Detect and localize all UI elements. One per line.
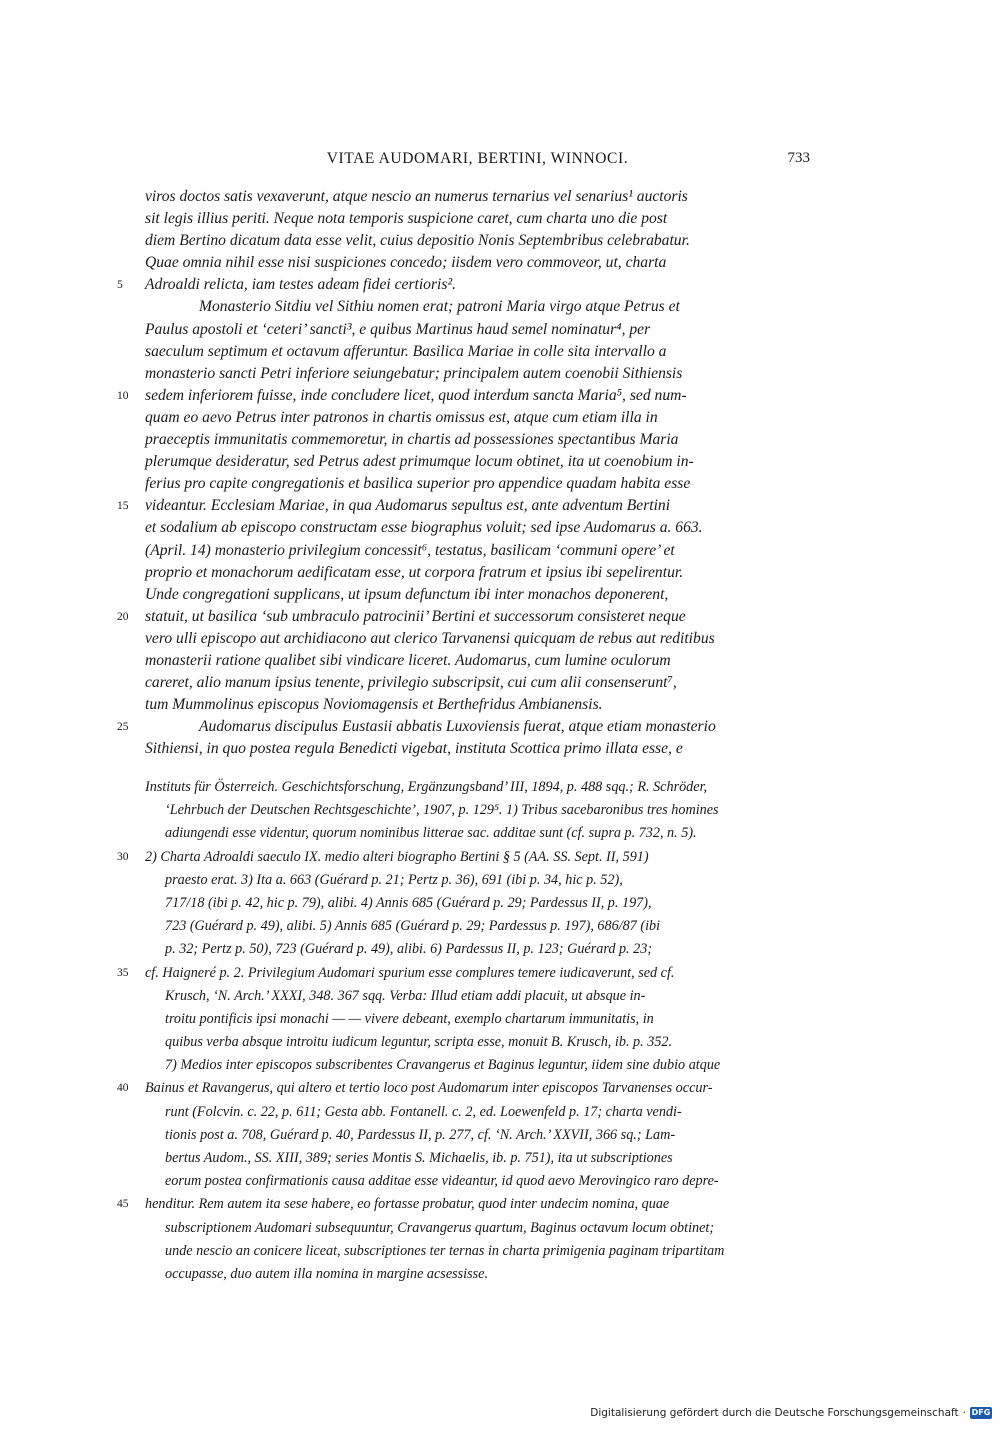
footnote-line (145, 892, 810, 915)
text-line-text: praeceptis immunitatis commemoretur, in chartis ad possessiones spectantibus Maria (145, 431, 679, 449)
footnote-line (145, 1101, 810, 1124)
footnote-line-text: praesto erat. 3) Ita a. 663 (Guérard p. 21; Pertz p. 36), 691 (ibi p. 34, hic p. 52), (165, 871, 623, 888)
footnote-line (145, 915, 810, 938)
footnote-line-text: quibus verba absque introitu iudicum leguntur, scripta esse, monuit B. Krusch, ib. p. 352. (165, 1034, 673, 1051)
text-line (145, 694, 810, 716)
text-line-text: quam eo aevo Petrus inter patronos in chartis omissus est, atque cum etiam illa in (145, 408, 658, 426)
footnote-line-text: 723 (Guérard p. 49), alibi. 5) Annis 685 (Guérard p. 29; Pardessus p. 197), 686/87 (ibi (165, 918, 661, 935)
text-line-text: Audomarus discipulus Eustasii abbatis Luxoviensis fuerat, atque etiam monasterio (199, 718, 716, 736)
footnote-line-text: eorum postea confirmationis causa additae esse videantur, id quod aevo Merovingico raro depre- (165, 1173, 719, 1190)
footnote-line-text: 717/18 (ibi p. 42, hic p. 79), alibi. 4) Annis 685 (Guérard p. 29; Pardessus II, p. 197), (165, 894, 652, 911)
footnote-line-text: troitu pontificis ipsi monachi — — vivere debeant, exemplo chartarum immunitatis, in (165, 1010, 654, 1027)
footnote-line-text: henditur. Rem autem ita sese habere, eo fortasse probatur, quod inter undecim nomina, quae (145, 1196, 670, 1213)
text-line-text: Unde congregationi supplicans, ut ipsum defunctum ibi inter monachos deponerent, (145, 585, 669, 603)
main-text (117, 186, 810, 760)
line-number: 30 (117, 850, 129, 863)
text-line-text: statuit, ut basilica ‘sub umbraculo patrocinii’ Bertini et successorum consisteret neque (145, 607, 686, 625)
footnote-line (117, 1193, 810, 1216)
text-line (145, 186, 810, 208)
dfg-logo-icon: DFG (971, 1408, 991, 1417)
text-line (145, 407, 810, 429)
footnote-line (145, 1263, 810, 1286)
footnote-line-text: ‘Lehrbuch der Deutschen Rechtsgeschichte’, 1907, p. 129⁵. 1) Tribus sacebaronibus tres homines (165, 802, 719, 819)
text-line (145, 296, 810, 318)
text-line-text: et sodalium ab episcopo constructam esse biographus voluit; sed ipse Audomarus a. 663. (145, 519, 703, 537)
text-line-text: vero ulli episcopo aut archidiacono aut clerico Tarvanensi quicquam de rebus aut reditibus (145, 629, 715, 647)
footnote-line-text: Krusch, ‘N. Arch.’ XXXI, 348. 367 sqq. Verba: Illud etiam addi placuit, ut absque in- (165, 987, 646, 1004)
text-line (145, 517, 810, 539)
footnote-line-text: occupasse, duo autem illa nomina in margine acsessisse. (165, 1265, 488, 1282)
footnote-line-text: 7) Medios inter episcopos subscribentes Cravangerus et Baginus leguntur, iidem sine dubio atque (165, 1057, 721, 1074)
text-line-text: diem Bertino dicatum data esse velit, cuius depositio Nonis Septembribus celebrabatur. (145, 232, 690, 250)
text-line (145, 341, 810, 363)
text-line-text: Sithiensi, in quo postea regula Benedicti vigebat, instituta Scottica primo illata esse, e (145, 740, 683, 758)
line-number: 35 (117, 966, 129, 979)
line-number: 10 (117, 389, 129, 402)
header-title: VITAE AUDOMARI, BERTINI, WINNOCI. (326, 150, 629, 167)
footnote-line-text: subscriptionem Audomari subsequuntur, Cravangerus quartum, Baginus octavum locum obtinet; (165, 1219, 715, 1236)
text-line (145, 628, 810, 650)
text-line (145, 208, 810, 230)
footnote-line (145, 1240, 810, 1263)
line-number: 20 (117, 610, 129, 623)
footnote-line (117, 1077, 810, 1100)
footnote-line (145, 822, 810, 845)
footnote-line (145, 1031, 810, 1054)
footnote-line (145, 1170, 810, 1193)
footer-separator: · (962, 1407, 966, 1419)
footnote-line (145, 776, 810, 799)
text-line-text: plerumque desideratur, sed Petrus adest primumque locum obtinet, ita ut coenobium in- (145, 453, 694, 471)
text-line-text: Quae omnia nihil esse nisi suspiciones concedo; iisdem vero commoveor, ut, charta (145, 254, 667, 272)
footnote-line-text: runt (Folcvin. c. 22, p. 611; Gesta abb. Fontanell. c. 2, ed. Loewenfeld p. 17; charta vendi- (165, 1103, 682, 1120)
text-line (117, 385, 810, 407)
footnote-line-text: tionis post a. 708, Guérard p. 40, Pardessus II, p. 277, cf. ‘N. Arch.’ XXVII, 366 sq.; Lam- (165, 1126, 676, 1143)
text-line (145, 230, 810, 252)
footnote-line-text: adiungendi esse videntur, quorum nominibus litterae sac. additae sunt (cf. supra p. 732, n. 5). (165, 825, 697, 842)
text-line-text: careret, alio manum ipsius tenente, privilegio subscripsit, cui cum alii consenserunt⁷, (145, 674, 677, 692)
text-line-text: saeculum septimum et octavum afferuntur. Basilica Mariae in colle sita intervallo a (145, 342, 667, 360)
running-header (145, 150, 810, 174)
text-line (145, 650, 810, 672)
text-line-text: (April. 14) monasterio privilegium concessit⁶, testatus, basilicam ‘communi opere’ et (145, 541, 675, 559)
text-line-text: Monasterio Sitdiu vel Sithiu nomen erat; patroni Maria virgo atque Petrus et (199, 298, 680, 316)
text-line (117, 495, 810, 517)
text-line (117, 606, 810, 628)
footnote-line (117, 962, 810, 985)
text-line (145, 738, 810, 760)
text-line-text: tum Mummolinus episcopus Noviomagensis et Berthefridus Ambianensis. (145, 696, 603, 714)
text-line (145, 363, 810, 385)
text-line-text: Paulus apostoli et ‘ceteri’ sancti³, e quibus Martinus haud semel nominatur⁴, per (145, 320, 651, 338)
text-line (145, 584, 810, 606)
footnote-line (145, 1124, 810, 1147)
line-number: 40 (117, 1082, 129, 1095)
text-line-text: ferius pro capite congregationis et basilica superior pro appendice quadam habita esse (145, 475, 691, 493)
footnote-line-text: Instituts für Österreich. Geschichtsforschung, Ergänzungsband’ III, 1894, p. 488 sqq.; R. Schröder, (145, 779, 708, 795)
footnote-line (145, 938, 810, 961)
text-line (145, 473, 810, 495)
footnote-line-text: bertus Audom., SS. XIII, 389; series Montis S. Michaelis, ib. p. 751), ita ut subscriptiones (165, 1150, 673, 1166)
text-line-text: monasterio sancti Petri inferiore seiungebatur; principalem autem coenobii Sithiensis (145, 364, 683, 382)
footer (590, 1406, 992, 1420)
text-line (145, 252, 810, 274)
footnote-line (145, 1008, 810, 1031)
footnote-line-text: 2) Charta Adroaldi saeculo IX. medio alteri biographo Bertini § 5 (AA. SS. Sept. II, 591) (145, 848, 649, 865)
page-number: 733 (787, 150, 810, 166)
footnote-line-text: cf. Haigneré p. 2. Privilegium Audomari spurium esse complures temere iudicaverunt, sed cf. (145, 964, 675, 981)
footnote-line-text: Bainus et Ravangerus, qui altero et tertio loco post Audomarum inter episcopos Tarvanenses occur- (145, 1080, 713, 1097)
footnote-line (145, 1054, 810, 1077)
text-line (145, 540, 810, 562)
text-line-text: Adroaldi relicta, iam testes adeam fidei certioris². (145, 276, 457, 294)
text-line (117, 274, 810, 296)
text-line-text: videantur. Ecclesiam Mariae, in qua Audomarus sepultus est, ante adventum Bertini (145, 497, 671, 515)
line-number: 15 (117, 500, 129, 513)
line-number: 25 (117, 721, 129, 734)
footnote-line (145, 799, 810, 822)
text-line (145, 562, 810, 584)
text-line (145, 451, 810, 473)
text-line-text: sedem inferiorem fuisse, inde concludere licet, quod interdum sancta Maria⁵, sed num- (145, 386, 687, 404)
footnote-line (145, 869, 810, 892)
text-line (145, 319, 810, 341)
text-line-text: viros doctos satis vexaverunt, atque nescio an numerus ternarius vel senarius¹ auctoris (145, 188, 688, 205)
footnote-line-text: unde nescio an conicere liceat, subscriptiones ter ternas in charta primigenia paginam tripartitam (165, 1242, 725, 1259)
text-line (117, 716, 810, 738)
line-number: 5 (117, 279, 123, 292)
footnote-line (145, 1147, 810, 1170)
footnote-line (145, 1217, 810, 1240)
text-line (145, 429, 810, 451)
footnote-line (145, 985, 810, 1008)
footer-credit: Digitalisierung gefördert durch die Deutsche Forschungsgemeinschaft (590, 1407, 959, 1419)
line-number: 45 (117, 1198, 129, 1211)
text-line (145, 672, 810, 694)
footnotes (117, 776, 810, 1286)
text-line-text: monasterii ratione qualibet sibi vindicare liceret. Audomarus, cum lumine oculorum (145, 651, 671, 669)
footnote-line (117, 846, 810, 869)
footnote-line-text: p. 32; Pertz p. 50), 723 (Guérard p. 49), alibi. 6) Pardessus II, p. 123; Guérard p. 23; (165, 941, 653, 958)
text-line-text: sit legis illius periti. Neque nota temporis suspicione caret, cum charta uno die post (145, 210, 668, 228)
text-line-text: proprio et monachorum aedificatam esse, ut corpora fratrum et ipsius ibi sepelirentur. (145, 563, 684, 581)
